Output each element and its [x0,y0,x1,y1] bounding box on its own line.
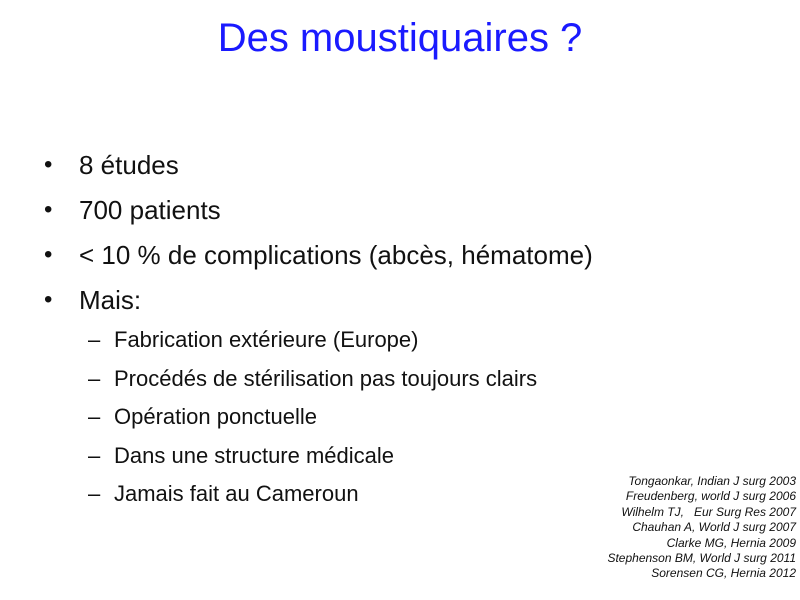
bullet-marker: • [44,196,53,223]
sub-bullet-text: Opération ponctuelle [114,404,318,429]
sub-bullet-list [88,322,537,515]
bullet-text: 8 études [79,150,179,180]
bullet-item [44,235,593,280]
sub-bullet-item [88,361,537,400]
bullet-text: < 10 % de complications (abcès, hématome) [79,240,593,270]
sub-bullet-item [88,476,537,515]
sub-bullet-marker: – [88,442,101,468]
reference-item: Clarke MG, Hernia 2009 [666,535,796,550]
bullet-marker: • [44,241,53,268]
reference-item: Sorensen CG, Hernia 2012 [651,566,796,581]
bullet-item [44,145,593,190]
sub-bullet-marker: – [88,365,101,391]
sub-bullet-text: Dans une structure médicale [114,442,395,468]
sub-bullet-marker: – [88,404,101,429]
sub-bullet-text: Jamais fait au Cameroun [114,481,359,506]
sub-bullet-item [88,399,537,438]
sub-bullet-text: Procédés de stérilisation pas toujours clairs [114,365,538,391]
bullet-marker: • [44,286,53,313]
sub-bullet-marker: – [88,327,101,352]
references-list [607,474,796,582]
bullet-text: 700 patients [79,195,221,225]
bullet-text: Mais: [79,285,142,315]
reference-item: Chauhan A, World J surg 2007 [632,520,796,535]
sub-bullet-item [88,438,537,477]
bullet-item [44,190,593,235]
bullet-item [44,280,593,325]
reference-item: Stephenson BM, World J surg 2011 [607,551,796,566]
reference-item: Freudenberg, world J surg 2006 [625,489,796,504]
sub-bullet-text: Fabrication extérieure (Europe) [114,327,419,352]
bullet-list [44,145,593,325]
sub-bullet-marker: – [88,481,101,506]
reference-item: Tongaonkar, Indian J surg 2003 [628,474,796,488]
sub-bullet-item [88,322,537,361]
slide-title: Des moustiquaires ? [217,16,583,60]
bullet-marker: • [44,151,53,178]
reference-item: Wilhelm TJ, Eur Surg Res 2007 [621,504,796,519]
